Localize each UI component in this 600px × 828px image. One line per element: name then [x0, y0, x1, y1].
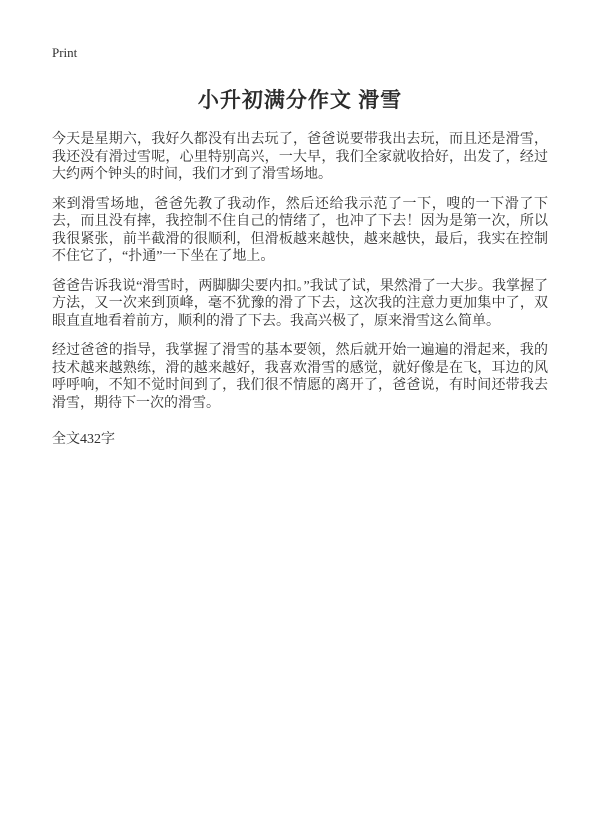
essay-title: 小升初满分作文 滑雪: [197, 88, 403, 112]
word-count: 全文432字: [52, 432, 115, 447]
print-button[interactable]: Print: [52, 45, 78, 60]
essay-paragraph: 爸爸告诉我说“滑雪时，两脚脚尖要内扣。”我试了试，果然滑了一大步。我掌握了方法，又一次来到顶峰，毫不犹豫的滑了下去，这次我的注意力更加集中了，双眼直直地看着前方，顺利的滑了下去。我高兴极了，原来滑雪这么简单。: [52, 278, 548, 329]
essay-paragraph: 今天是星期六，我好久都没有出去玩了，爸爸说要带我出去玩，而且还是滑雪，我还没有滑过雪呢，心里特别高兴，一大早，我们全家就收拾好，出发了，经过大约两个钟头的时间，我们才到了滑雪场地。: [52, 132, 548, 182]
essay-paragraph: 来到滑雪场地，爸爸先教了我动作，然后还给我示范了一下，嗖的一下滑了下去，而且没有摔，我控制不住自己的情绪了，也冲了下去！因为是第一次，所以我很紧张，前半截滑的很顺利，但滑板越来越快，越来越快，最后，我实在控制不住它了，“扑通”一下坐在了地上。: [52, 196, 548, 264]
essay-paragraph: 经过爸爸的指导，我掌握了滑雪的基本要领，然后就开始一遍遍的滑起来，我的技术越来越熟练，滑的越来越好，我喜欢滑雪的感觉，就好像是在飞，耳边的风呼呼响，不知不觉时间到了，我们很不情愿的离开了，爸爸说，有时间还带我去滑雪，期待下一次的滑雪。: [52, 343, 548, 411]
